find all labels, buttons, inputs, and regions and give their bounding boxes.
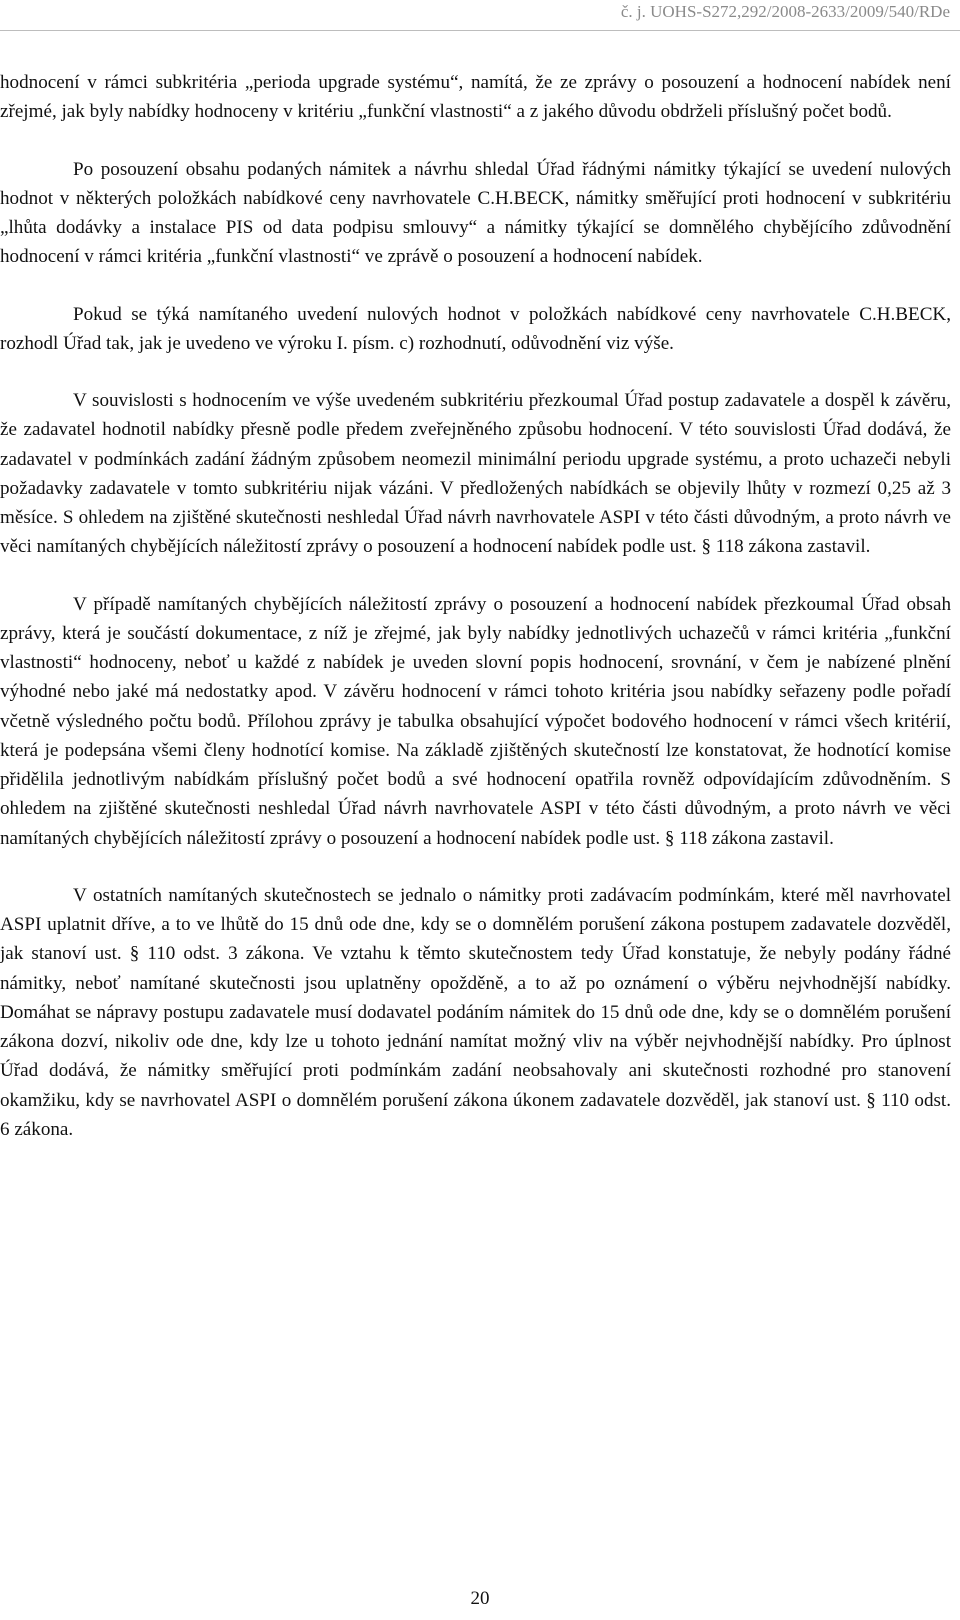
paragraph-other-objections: V ostatních namítaných skutečnostech se jednalo o námitky proti zadávacím podmínkám, které měl navrhovatel ASPI uplatnit dříve, a to ve lhůtě do 15 dnů ode dne, kdy se o domnělém porušení zákona postupem zadavatele dozvěděl, jak stanoví ust. § 110 odst. 3 zákona. Ve vztahu k těmto skutečnostem tedy Úřad konstatuje, že nebyly podány řádné námitky, neboť namítané skutečnosti jsou uplatněny opožděně, a to až po oznámení o výběru nejvhodnější nabídky. Domáhat se nápravy postupu zadavatele musí dodavatel podáním námitek do 15 dnů ode dne, kdy se o domnělém porušení zákona dozví, nikoliv ode dne, kdy lze u tohoto jednání namítat možný vliv na výběr nejvhodnější nabídky. Pro úplnost Úřad dodává, že námitky směřující proti podmínkám zadání neobsahovaly ani skutečnosti rozhodné pro stanovení okamžiku, kdy se navrhovatel ASPI o domnělém porušení zákona úkonem zadavatele dozvěděl, jak stanoví ust. § 110 odst. 6 zákona. — [0, 884, 951, 1140]
paragraph-report-review: V případě namítaných chybějících náležitostí zprávy o posouzení a hodnocení nabídek přezkoumal Úřad obsah zprávy, která je součástí dokumentace, z níž je zřejmé, jak byly nabídky jednotlivých uchazečů v rámci kritéria „funkční vlastnosti“ hodnoceny, neboť u každé z nabídek je uveden slovní popis hodnocení, srovnání, v čem je nabízené plnění výhodné nebo jaké má nedostatky apod. V závěru hodnocení v rámci tohoto kritéria jsou nabídky seřazeny podle pořadí včetně výsledného počtu bodů. Přílohou zprávy je tabulka obsahující výpočet bodového hodnocení v rámci všech kritérií, která je podepsána všemi členy hodnotící komise. Na základě zjištěných skutečností lze konstatovat, že hodnotící komise přidělila jednotlivým nabídkám příslušný počet bodů a své hodnocení opatřila rovněž odpovídajícím zdůvodněním. S ohledem na zjištěné skutečnosti neshledal Úřad návrh navrhovatele ASPI v této části důvodným, a proto návrh ve věci namítaných chybějících náležitostí zprávy o posouzení a hodnocení nabídek podle ust. § 118 zákona zastavil. — [0, 593, 951, 849]
paragraph-objections-assessment: Po posouzení obsahu podaných námitek a návrhu shledal Úřad řádnými námitky týkající se uvedení nulových hodnot v některých položkách nabídkové ceny navrhovatele C.H.BECK, námitky směřující proti hodnocení v subkritériu „lhůta dodávky a instalace PIS od data podpisu smlouvy“ a námitky týkající se domnělého chybějícího zdůvodnění hodnocení v rámci kritéria „funkční vlastnosti“ ve zprávě o posouzení a hodnocení nabídek. — [0, 158, 951, 268]
page-number: 20 — [470, 1588, 490, 1609]
header-divider — [0, 30, 960, 31]
paragraph-continuation: hodnocení v rámci subkritéria „perioda upgrade systému“, namítá, že ze zprávy o posouzení a hodnocení nabídek není zřejmé, jak byly nabídky hodnoceny v kritériu „funkční vlastnosti“ a z jakého důvodu obdrželi příslušný počet bodů. — [0, 72, 951, 123]
document-body — [0, 68, 951, 1172]
document-reference: č. j. UOHS-S272,292/2008-2633/2009/540/RDe — [620, 2, 950, 21]
paragraph-zero-values: Pokud se týká namítaného uvedení nulových hodnot v položkách nabídkové ceny navrhovatele C.H.BECK, rozhodl Úřad tak, jak je uvedeno ve výroku I. písm. c) rozhodnutí, odůvodnění viz výše. — [0, 303, 951, 354]
paragraph-subcriterion-review: V souvislosti s hodnocením ve výše uvedeném subkritériu přezkoumal Úřad postup zadavatele a dospěl k závěru, že zadavatel hodnotil nabídky přesně podle předem zveřejněného způsobu hodnocení. V této souvislosti Úřad dodává, že zadavatel v podmínkách zadání žádným způsobem neomezil minimální periodu upgrade systému, a proto uchazeči nebyli požadavky zadavatele v tomto subkritériu nijak vázáni. V předložených nabídkách se objevily lhůty v rozmezí 0,25 až 3 měsíce. S ohledem na zjištěné skutečnosti neshledal Úřad návrh navrhovatele ASPI v této části důvodným, a proto návrh ve věci namítaných chybějících náležitostí zprávy o posouzení a hodnocení nabídek podle ust. § 118 zákona zastavil. — [0, 390, 951, 558]
